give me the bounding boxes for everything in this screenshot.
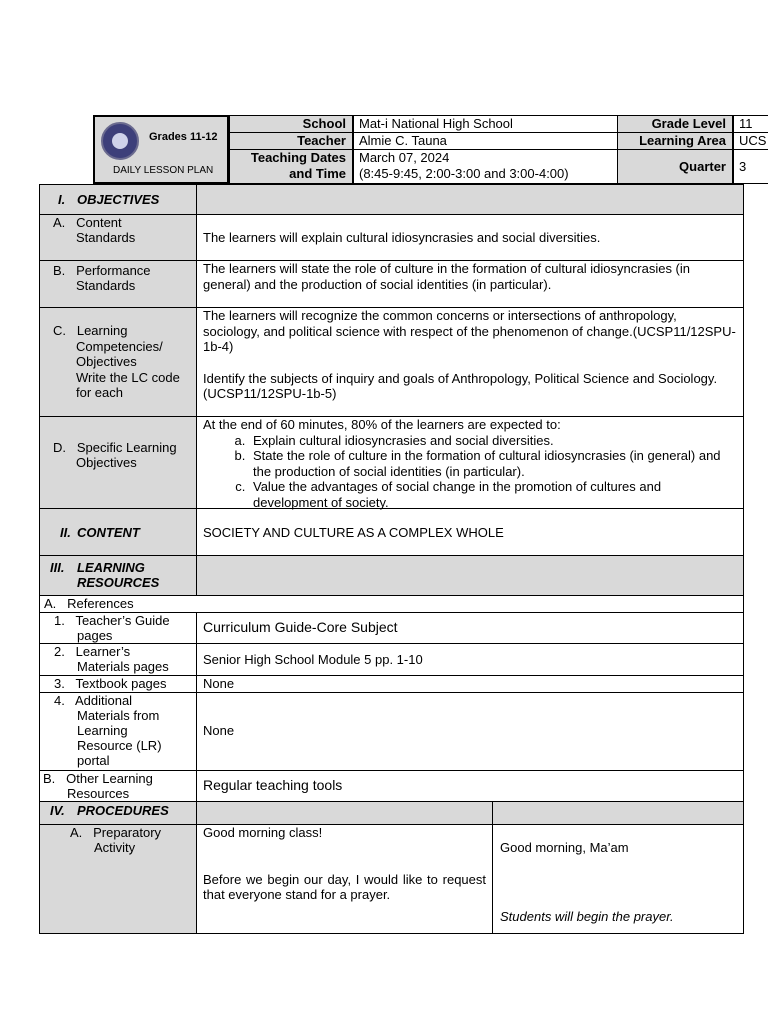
deped-seal-logo xyxy=(101,122,139,160)
procedures-student-col-header xyxy=(492,801,744,825)
tb-label-line1: 3. Textbook pages xyxy=(54,676,167,691)
tg-label-line1: 1. Teacher’s Guide xyxy=(54,613,170,628)
grade-level-label: Grade Level xyxy=(617,115,733,133)
am-label-line5: portal xyxy=(77,753,110,768)
learning-resources-header xyxy=(39,555,744,596)
teachers-guide-label xyxy=(39,612,197,644)
resources-heading-blank xyxy=(196,555,744,596)
slo-list xyxy=(203,433,737,511)
teacher-prayer-request: Before we begin our day, I would like to request that everyone stand for a prayer. xyxy=(203,871,486,902)
content-num: II. xyxy=(60,525,71,540)
plan-title: DAILY LESSON PLAN xyxy=(113,165,214,176)
learning-competencies-label xyxy=(39,307,197,417)
performance-standards-label xyxy=(39,260,197,308)
procedures-title: PROCEDURES xyxy=(77,803,169,818)
slo-item: b. State the role of culture in the formation of cultural idiosyncrasies (in general) and the production of social identities (in particular). xyxy=(249,448,737,479)
content-heading-cell xyxy=(39,508,197,556)
content-standards-row xyxy=(39,214,744,261)
procedures-heading-cell xyxy=(39,801,197,825)
learners-materials-value: Senior High School Module 5 pp. 1-10 xyxy=(196,643,744,676)
additional-materials-row xyxy=(39,692,744,771)
learners-materials-row xyxy=(39,643,744,676)
student-prayer: Students will begin the prayer. xyxy=(500,908,674,924)
school-label: School xyxy=(229,115,353,133)
prep-label-line1: A. Preparatory xyxy=(70,825,162,840)
grades-label: Grades 11-12 xyxy=(149,131,218,143)
specific-objectives-value xyxy=(196,416,744,509)
references-row xyxy=(39,595,744,613)
content-value: SOCIETY AND CULTURE AS A COMPLEX WHOLE xyxy=(196,508,744,556)
objectives-heading-cell xyxy=(39,184,197,215)
lc-label-line1: C. Learning xyxy=(53,323,128,338)
slo-item: a. Explain cultural idiosyncrasies and social diversities. xyxy=(249,433,737,449)
teacher-activity-cell xyxy=(196,824,493,934)
preparatory-activity-label xyxy=(39,824,197,934)
learning-competencies-value xyxy=(196,307,744,417)
student-activity-cell xyxy=(492,824,744,934)
objectives-heading-blank xyxy=(196,184,744,215)
references-label: A. References xyxy=(39,595,744,613)
other-resources-value: Regular teaching tools xyxy=(196,770,744,802)
lc-label-line4: Write the LC code xyxy=(76,370,180,385)
lc-label-line3: Objectives xyxy=(76,354,137,369)
student-greeting: Good morning, Ma’am xyxy=(500,840,629,855)
teachers-guide-row xyxy=(39,612,744,644)
teaching-dates-label xyxy=(229,149,353,184)
other-label-line2: Resources xyxy=(67,786,130,801)
lc-text-2: Identify the subjects of inquiry and goals of Anthropology, Political Science and Sociology.(UCSP11/12SPU-1b-5) xyxy=(203,370,718,401)
other-resources-row xyxy=(39,770,744,802)
additional-materials-label xyxy=(39,692,197,771)
quarter-value: 3 xyxy=(733,149,768,184)
prep-label-line2: Activity xyxy=(94,840,136,855)
performance-standards-value: The learners will state the role of culture in the formation of cultural idiosyncrasies (in general) and the production of social identities (in particular). xyxy=(196,260,744,308)
objectives-section-header xyxy=(39,184,744,215)
teaching-time: (8:45-9:45, 2:00-3:00 and 3:00-4:00) xyxy=(359,166,569,181)
resources-title-line1: LEARNING xyxy=(77,560,145,575)
teaching-dates-label-line1: Teaching Dates xyxy=(250,150,346,165)
am-label-line1: 4. Additional xyxy=(54,693,133,708)
specific-objectives-row xyxy=(39,416,744,509)
content-standards-value: The learners will explain cultural idiosyncrasies and social diversities. xyxy=(196,214,744,261)
performance-standards-row xyxy=(39,260,744,308)
school-value: Mat-i National High School xyxy=(353,115,618,133)
learning-resources-heading-cell xyxy=(39,555,197,596)
header-logo-block xyxy=(93,115,229,184)
learning-area-label: Learning Area xyxy=(617,132,733,150)
teacher-greeting: Good morning class! xyxy=(203,825,323,840)
lm-label-line1: 2. Learner’s xyxy=(54,644,131,659)
content-standards-label-line2: Standards xyxy=(76,230,136,245)
content-row xyxy=(39,508,744,556)
textbook-row xyxy=(39,675,744,693)
slo-label-line1: D. Specific Learning xyxy=(53,440,177,455)
lc-text-1: The learners will recognize the common concerns or intersections of anthropology, sociology, and political science with respect of the phenomenon of change.(UCSP11/12SPU-1b-4) xyxy=(203,308,736,354)
learners-materials-label xyxy=(39,643,197,676)
learning-competencies-row xyxy=(39,307,744,417)
objectives-num: I. xyxy=(58,192,66,207)
specific-objectives-label xyxy=(39,416,197,509)
additional-materials-value: None xyxy=(196,692,744,771)
am-label-line3: Learning xyxy=(77,723,128,738)
objectives-title: OBJECTIVES xyxy=(77,192,160,207)
content-standards-label xyxy=(39,214,197,261)
textbook-value: None xyxy=(196,675,744,693)
procedures-num: IV. xyxy=(50,803,65,818)
content-title: CONTENT xyxy=(77,525,140,540)
am-label-line4: Resource (LR) xyxy=(77,738,162,753)
teaching-dates-value xyxy=(353,149,618,184)
slo-label-line2: Objectives xyxy=(76,455,137,470)
resources-num: III. xyxy=(50,560,65,575)
grade-level-value: 11 xyxy=(733,115,768,133)
other-resources-label xyxy=(39,770,197,802)
textbook-label xyxy=(39,675,197,693)
procedures-teacher-col-header xyxy=(196,801,493,825)
lc-label-line5: for each xyxy=(76,385,123,400)
teacher-label: Teacher xyxy=(229,132,353,150)
tg-label-line2: pages xyxy=(77,628,113,643)
performance-standards-label-line1: B. Performance xyxy=(53,263,151,278)
procedures-header xyxy=(39,801,744,825)
lm-label-line2: Materials pages xyxy=(77,659,169,674)
quarter-label: Quarter xyxy=(617,149,733,184)
preparatory-activity-row xyxy=(39,824,744,934)
performance-standards-label-line2: Standards xyxy=(76,278,136,293)
am-label-line2: Materials from xyxy=(77,708,160,723)
teaching-dates-label-line2: and Time xyxy=(289,166,346,181)
other-label-line1: B. Other Learning xyxy=(43,771,153,786)
lc-label-line2: Competencies/ xyxy=(76,339,163,354)
lesson-plan-header xyxy=(93,115,768,184)
learning-area-value: UCS xyxy=(733,132,768,150)
resources-title-line2: RESOURCES xyxy=(77,575,160,590)
teacher-value: Almie C. Tauna xyxy=(353,132,618,150)
slo-item: c. Value the advantages of social change in the promotion of cultures and development of society. xyxy=(249,479,737,510)
content-standards-label-line1: A. Content xyxy=(53,215,122,230)
teaching-date: March 07, 2024 xyxy=(359,150,450,165)
slo-intro: At the end of 60 minutes, 80% of the learners are expected to: xyxy=(203,417,561,432)
teachers-guide-value: Curriculum Guide-Core Subject xyxy=(196,612,744,644)
